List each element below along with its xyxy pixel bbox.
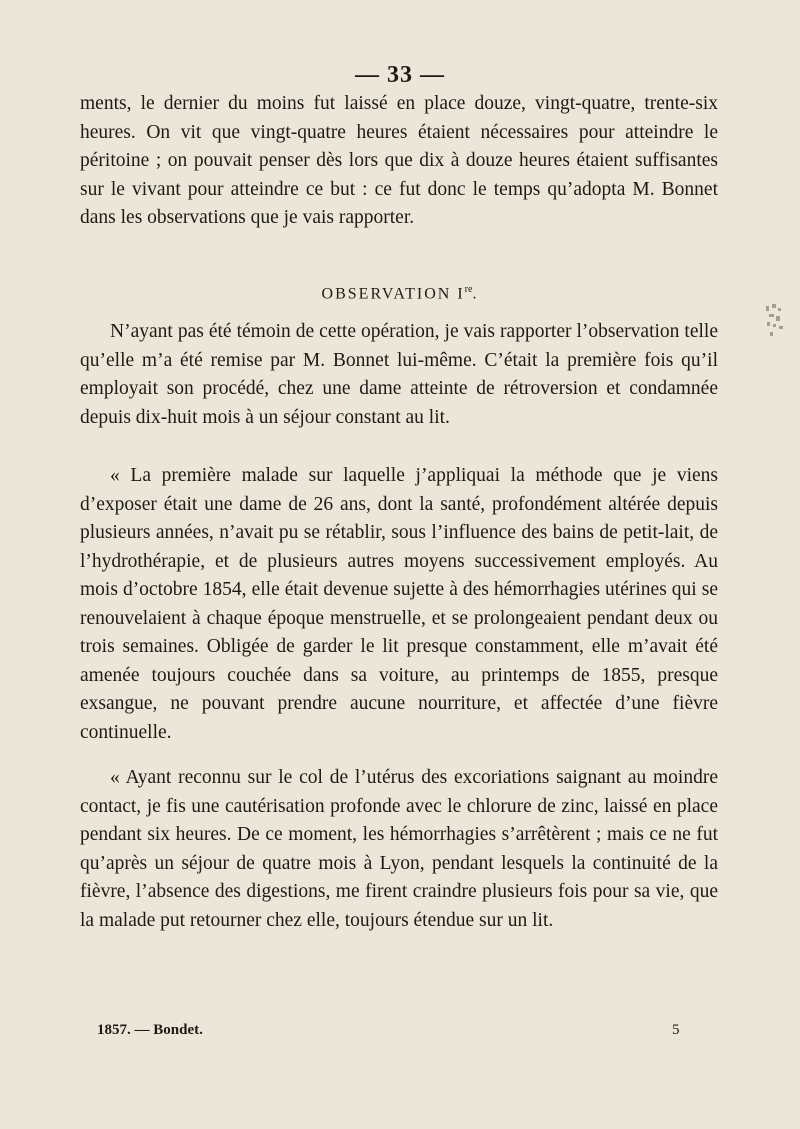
paragraph-continuation: ments, le dernier du moins fut laissé en place douze, vingt-quatre, trente-six heures. On vit que vingt-quatre heures étaient nécessaires pour atteindre le péritoine ; on pouvait penser dès lors que dix à douze heures étaient suffisantes sur le vivant pour atteindre ce but : ce fut donc le temps qu’adopta M. Bonnet dans les observations que je vais rapporter. (80, 93, 718, 228)
heading-superscript: re (464, 284, 473, 295)
paragraph-introduction: N’ayant pas été témoin de cette opération, je vais rapporter l’observation telle qu’elle m’a été remise par M. Bonnet lui-même. C’était la première fois qu’il employait son procédé, chez une dame atteinte de rétroversion et condamnée depuis dix-huit mois à un séjour constant au lit. (80, 321, 718, 428)
paragraph-treatment: « Ayant reconnu sur le col de l’utérus des excoriations saignant au moindre contact, je fis une cautérisation profonde avec le chlorure de zinc, laissé en place pendant six heures. De ce moment, les hémorrhagies s’arrêtèrent ; mais ce ne fut qu’après un séjour de quatre mois à Lyon, pendant lesquels la continuité de la fièvre, l’absence des digestions, me firent craindre plusieurs fois pour sa vie, que la malade put retourner chez elle, toujours étendue sur un lit. (80, 767, 718, 931)
heading-text: OBSERVATION I (321, 285, 465, 303)
paper-stain-mark (764, 302, 786, 344)
observation-heading (0, 284, 800, 303)
page-number: — 33 — (355, 62, 445, 88)
paragraph-case-history: « La première malade sur laquelle j’appliquai la méthode que je viens d’exposer était une dame de 26 ans, dont la santé, profondément altérée depuis plusieurs années, n’avait pu se rétablir, sous l’influence des bains de petit-lait, de l’hydrothérapie, et de plusieurs autres moyens successivement employés. Au mois d’octobre 1854, elle était devenue sujette à des hémorrhagies utérines qui se renouvelaient à chaque époque menstruelle, et se prolongeaient pendant deux ou trois semaines. Obligée de garder le lit presque constamment, elle m’avait été amenée toujours couchée dans sa voiture, au printemps de 1855, presque exsangue, ne pouvant prendre aucune nourriture, et affectée d’une fièvre continuelle. (80, 465, 718, 743)
signature-line: 1857. — Bondet. (97, 1022, 203, 1038)
heading-period: . (472, 285, 479, 303)
signature-mark: 5 (672, 1022, 680, 1038)
